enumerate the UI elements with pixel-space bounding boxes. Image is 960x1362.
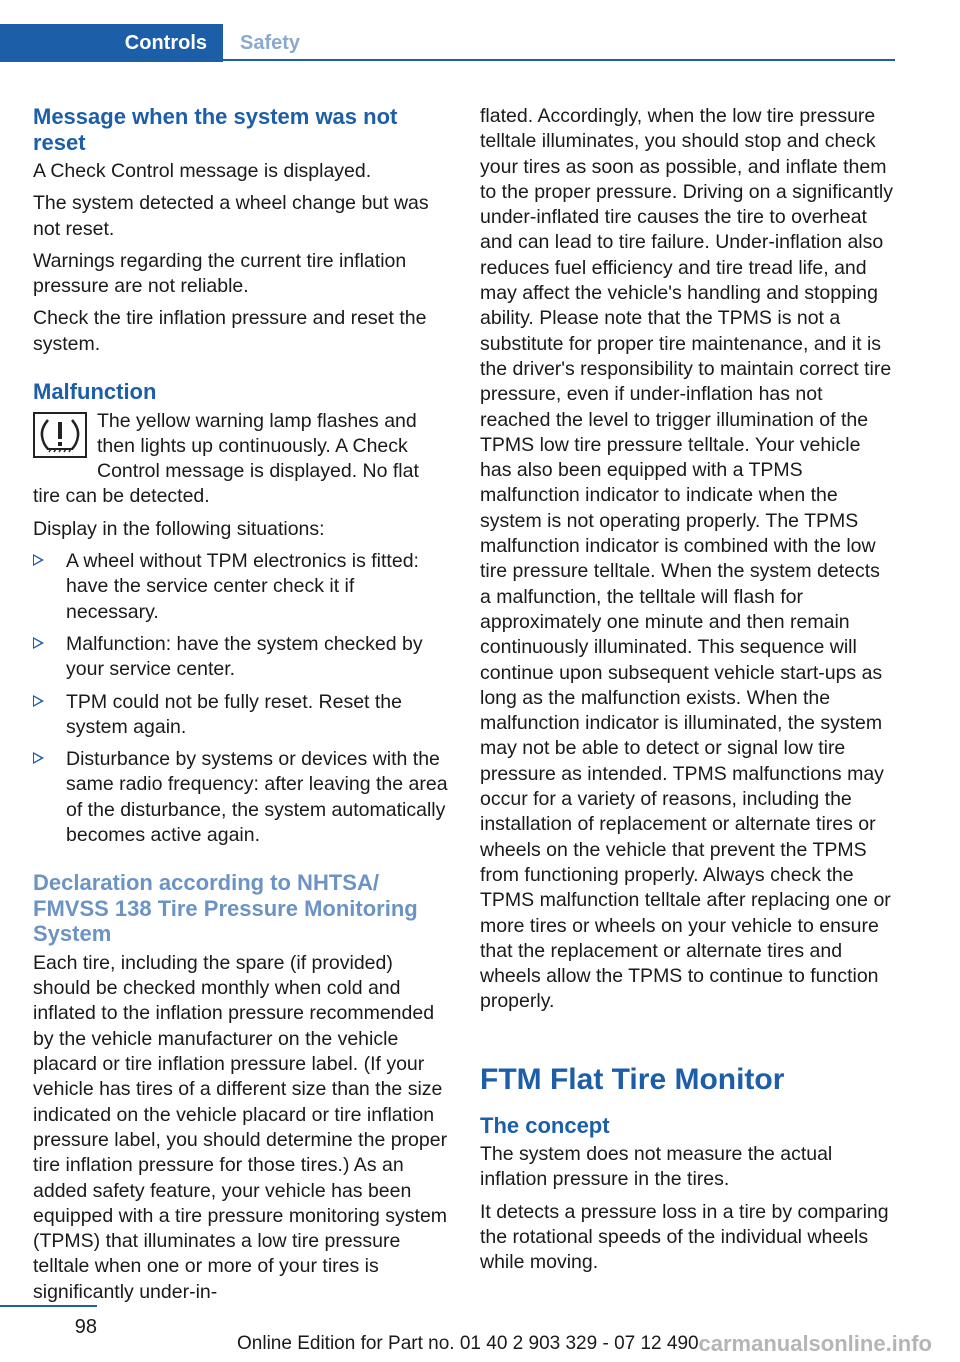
- reset-paragraph: A Check Control message is displayed.: [33, 160, 372, 182]
- right-column: [480, 104, 896, 1283]
- reset-paragraph: Check the tire inflation pressure and reset the system.: [33, 307, 427, 355]
- concept-paragraph: The system does not measure the actual inflation pressure in the tires.: [480, 1143, 833, 1191]
- page-number: 98: [74, 1316, 97, 1338]
- tab-controls[interactable]: Controls: [0, 24, 223, 62]
- bullet-arrow-icon: [33, 752, 44, 764]
- edition-text: Online Edition for Part no. 01 40 2 903 329 - 07 12 490: [237, 1333, 699, 1354]
- concept-paragraph: It detects a pressure loss in a tire by comparing the rotational speeds of the individual wheels while moving.: [480, 1200, 889, 1274]
- reset-heading: Message when the system was not reset: [33, 104, 398, 155]
- nhtsa-heading: Declaration according to NHTSA/ FMVSS 138 Tire Pressure Monitoring System: [33, 870, 418, 947]
- tab-safety[interactable]: Safety: [240, 31, 301, 54]
- reset-paragraph: The system detected a wheel change but was not reset.: [33, 192, 429, 240]
- header-rule: [223, 59, 895, 61]
- malfunction-heading: Malfunction: [33, 379, 157, 405]
- reset-paragraph: Warnings regarding the current tire inflation pressure are not reliable.: [33, 249, 407, 298]
- list-item: Malfunction: have the system checked by your service center.: [33, 632, 449, 683]
- watermark: carmanualsonline.info: [698, 1331, 932, 1356]
- bullet-arrow-icon: [33, 554, 44, 566]
- display-intro: Display in the following situations:: [33, 517, 325, 540]
- malfunction-block: [33, 409, 449, 510]
- left-column: [33, 104, 449, 1312]
- bullet-arrow-icon: [33, 695, 44, 707]
- chapter-header: [0, 24, 895, 62]
- situations-list: [33, 549, 449, 848]
- footer-rule: [0, 1305, 97, 1307]
- malfunction-text: The yellow warning lamp flashes and then lights up continuously. A Check Control message is displayed. No flat tire can be detected.: [33, 409, 419, 508]
- concept-heading: The concept: [480, 1112, 610, 1138]
- nhtsa-text-continued: flated. Accordingly, when the low tire pressure telltale illuminates, you should stop and check your tires as soon as possible, and inflate them to the proper pressure. Driving on a significantly under-inflated tire causes the tire to overheat and can lead to tire failure. Under-inflation also reduces fuel efficiency and tire tread life, and may affect the vehicle's handling and stopping ability. Please note that the TPMS is not a substitute for proper tire maintenance, and it is the driver's responsibility to maintain correct tire pressure, even if under-inflation has not reached the level to trigger illumination of the TPMS low tire pressure telltale. Your vehicle has also been equipped with a TPMS malfunction indicator to indicate when the system is not operating properly. The TPMS malfunction indicator is combined with the low tire pressure telltale. When the system detects a malfunction, the telltale will flash for approximately one minute and then remain continuously illuminated. This sequence will continue upon subsequent vehicle start-ups as long as the malfunction exists. When the malfunction indicator is illuminated, the system may not be able to detect or signal low tire pressure as intended. TPMS malfunctions may occur for a variety of reasons, including the installation of replacement or alternate tires or wheels on the vehicle that prevent the TPMS from functioning properly. Always check the TPMS malfunction telltale after replacing one or more tires or wheels on your vehicle to ensure that the replacement or alternate tires and wheels allow the TPMS to continue to function properly.: [480, 105, 893, 1013]
- tire-pressure-warning-icon: [33, 412, 87, 458]
- list-item: Disturbance by systems or devices with the same radio frequency: after leaving the area of the disturbance, the system automatically becomes active again.: [33, 747, 449, 848]
- list-item: A wheel without TPM electronics is fitted: have the service center check it if necessary.: [33, 549, 449, 625]
- bullet-arrow-icon: [33, 637, 44, 649]
- list-item: TPM could not be fully reset. Reset the system again.: [33, 690, 449, 741]
- nhtsa-text: Each tire, including the spare (if provided) should be checked monthly when cold and inflated to the inflation pressure recommended by the vehicle manufacturer on the vehicle placard or tire inflation pressure label. (If your vehicle has tires of a different size than the size indicated on the vehicle placard or tire inflation pressure label, you should determine the proper tire inflation pressure for those tires.) As an added safety feature, your vehicle has been equipped with a tire pressure monitoring system (TPMS) that illuminates a low tire pressure telltale when one or more of your tires is significantly under-in-: [33, 951, 448, 1303]
- ftm-heading: FTM Flat Tire Monitor: [480, 1062, 785, 1096]
